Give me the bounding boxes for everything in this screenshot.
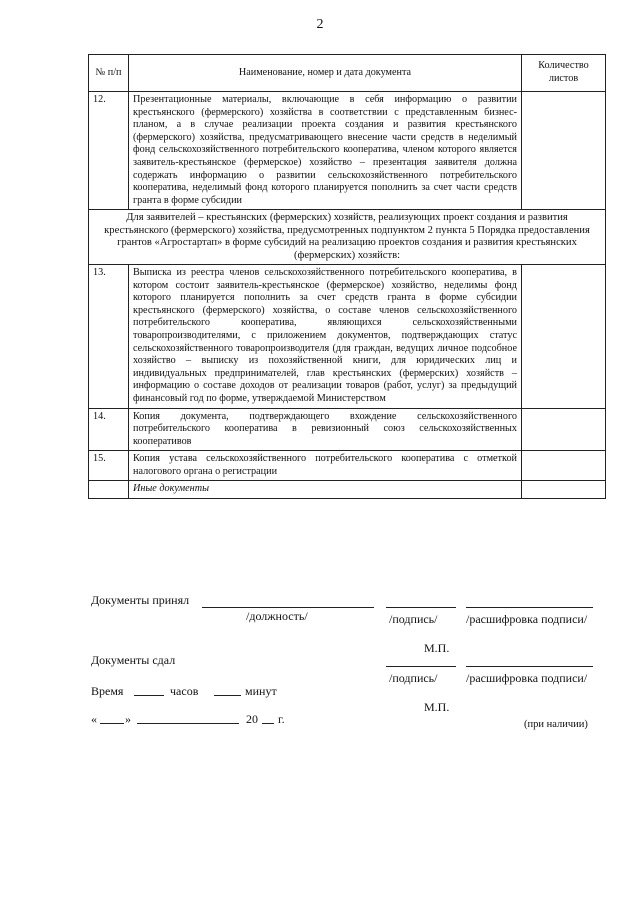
row-name: Копия устава сельскохозяйственного потребительского кооператива с отметкой налогового органа о регистрации: [129, 451, 522, 481]
table-row: [89, 92, 606, 210]
section-row: [89, 210, 606, 265]
row-name: Презентационные материалы, включающие в себя информацию о развитии крестьянского (фермерского) хозяйства в соответствии с представленным бизнес-планом, а в случае реализации проекта создания и развития крестьянского (фермерского) хозяйства, предусматривающего внесение части средств в неделимый фонд сельскохозяйственного потребительского кооператива, членом которого является заявитель-крестьянское (фермерское) хозяйство – презентация заявителя должна содержать информацию о развитии сельскохозяйственного потребительского кооператива, неделимый фонд которого планируется пополнить за счет части средств гранта в форме субсидии: [129, 92, 522, 210]
row-num: 15.: [89, 451, 129, 481]
accepted-label: Документы принял: [91, 593, 190, 607]
row-num: 12.: [89, 92, 129, 210]
sign-caption-2: /подпись/: [389, 671, 438, 685]
sign-line-1: [386, 607, 456, 608]
position-line: [202, 607, 374, 608]
row-name: Копия документа, подтверждающего вхождение сельскохозяйственного потребительского кооператива в ревизионный союз сельскохозяйственных кооперативов: [129, 408, 522, 451]
decode-caption-1: /расшифровка подписи/: [466, 612, 588, 626]
other-documents-label: Иные документы: [129, 481, 522, 499]
hours-line: [134, 695, 164, 696]
decode-line-1: [466, 607, 593, 608]
year-suffix: г.: [278, 712, 285, 726]
table-row: [89, 408, 606, 451]
month-line: [137, 723, 239, 724]
time-label: Время: [91, 684, 124, 698]
sign-line-2: [386, 666, 456, 667]
table-header-row: [89, 55, 606, 92]
row-num: 14.: [89, 408, 129, 451]
minutes-label: минут: [245, 684, 277, 698]
row-qty: [522, 481, 606, 499]
table-row: [89, 451, 606, 481]
date-quote-open: «: [91, 712, 97, 726]
row-qty: [522, 264, 606, 408]
header-num: № п/п: [89, 55, 129, 92]
row-num: 13.: [89, 264, 129, 408]
row-num-empty: [89, 481, 129, 499]
day-line: [100, 723, 124, 724]
decode-caption-2: /расшифровка подписи/: [466, 671, 588, 685]
hours-label: часов: [170, 684, 199, 698]
minutes-line: [214, 695, 241, 696]
documents-table: [88, 54, 606, 499]
row-qty: [522, 451, 606, 481]
stamp-1: М.П.: [424, 641, 450, 655]
row-qty: [522, 408, 606, 451]
year-prefix: 20: [246, 712, 258, 726]
position-caption: /должность/: [246, 609, 308, 623]
stamp-2: М.П.: [424, 700, 450, 714]
sign-caption-1: /подпись/: [389, 612, 438, 626]
date-quote-close: »: [125, 712, 131, 726]
header-name: Наименование, номер и дата документа: [129, 55, 522, 92]
handed-label: Документы сдал: [91, 653, 176, 667]
page-number: 2: [316, 17, 324, 32]
if-any-note: (при наличии): [524, 719, 588, 730]
decode-line-2: [466, 666, 593, 667]
header-qty: Количество листов: [522, 55, 606, 92]
table-row-other: [89, 481, 606, 499]
section-note: Для заявителей – крестьянских (фермерских) хозяйств, реализующих проект создания и развития крестьянского (фермерского) хозяйства, предусмотренных подпунктом 2 пункта 5 Порядка предоставления грантов «Агростартап» в форме субсидий на реализацию проектов создания и развития крестьянских (фермерских) хозяйств:: [89, 210, 606, 265]
year-line: [262, 723, 274, 724]
row-name: Выписка из реестра членов сельскохозяйственного потребительского кооператива, в котором состоит заявитель-крестьянское (фермерское) хозяйство, неделимы фонд которого планируется пополнить за счет средств гранта в форме субсидии крестьянского (фермерского) хозяйства, о составе членов сельскохозяйственного потребительского кооператива, являющихся сельскохозяйственными товаропроизводителями, с приложением документов, подтверждающих статус сельскохозяйственного товаропроизводителя (для граждан, ведущих личное подсобное хозяйство – выписку из похозяйственной книги, для юридических лиц и индивидуальных предпринимателей, глав крестьянских (фермерских) хозяйств – информацию о составе доходов от реализации товаров (работ, услуг) за предыдущий финансовый год по форме, утверждаемой Министерством: [129, 264, 522, 408]
row-qty: [522, 92, 606, 210]
table-row: [89, 264, 606, 408]
